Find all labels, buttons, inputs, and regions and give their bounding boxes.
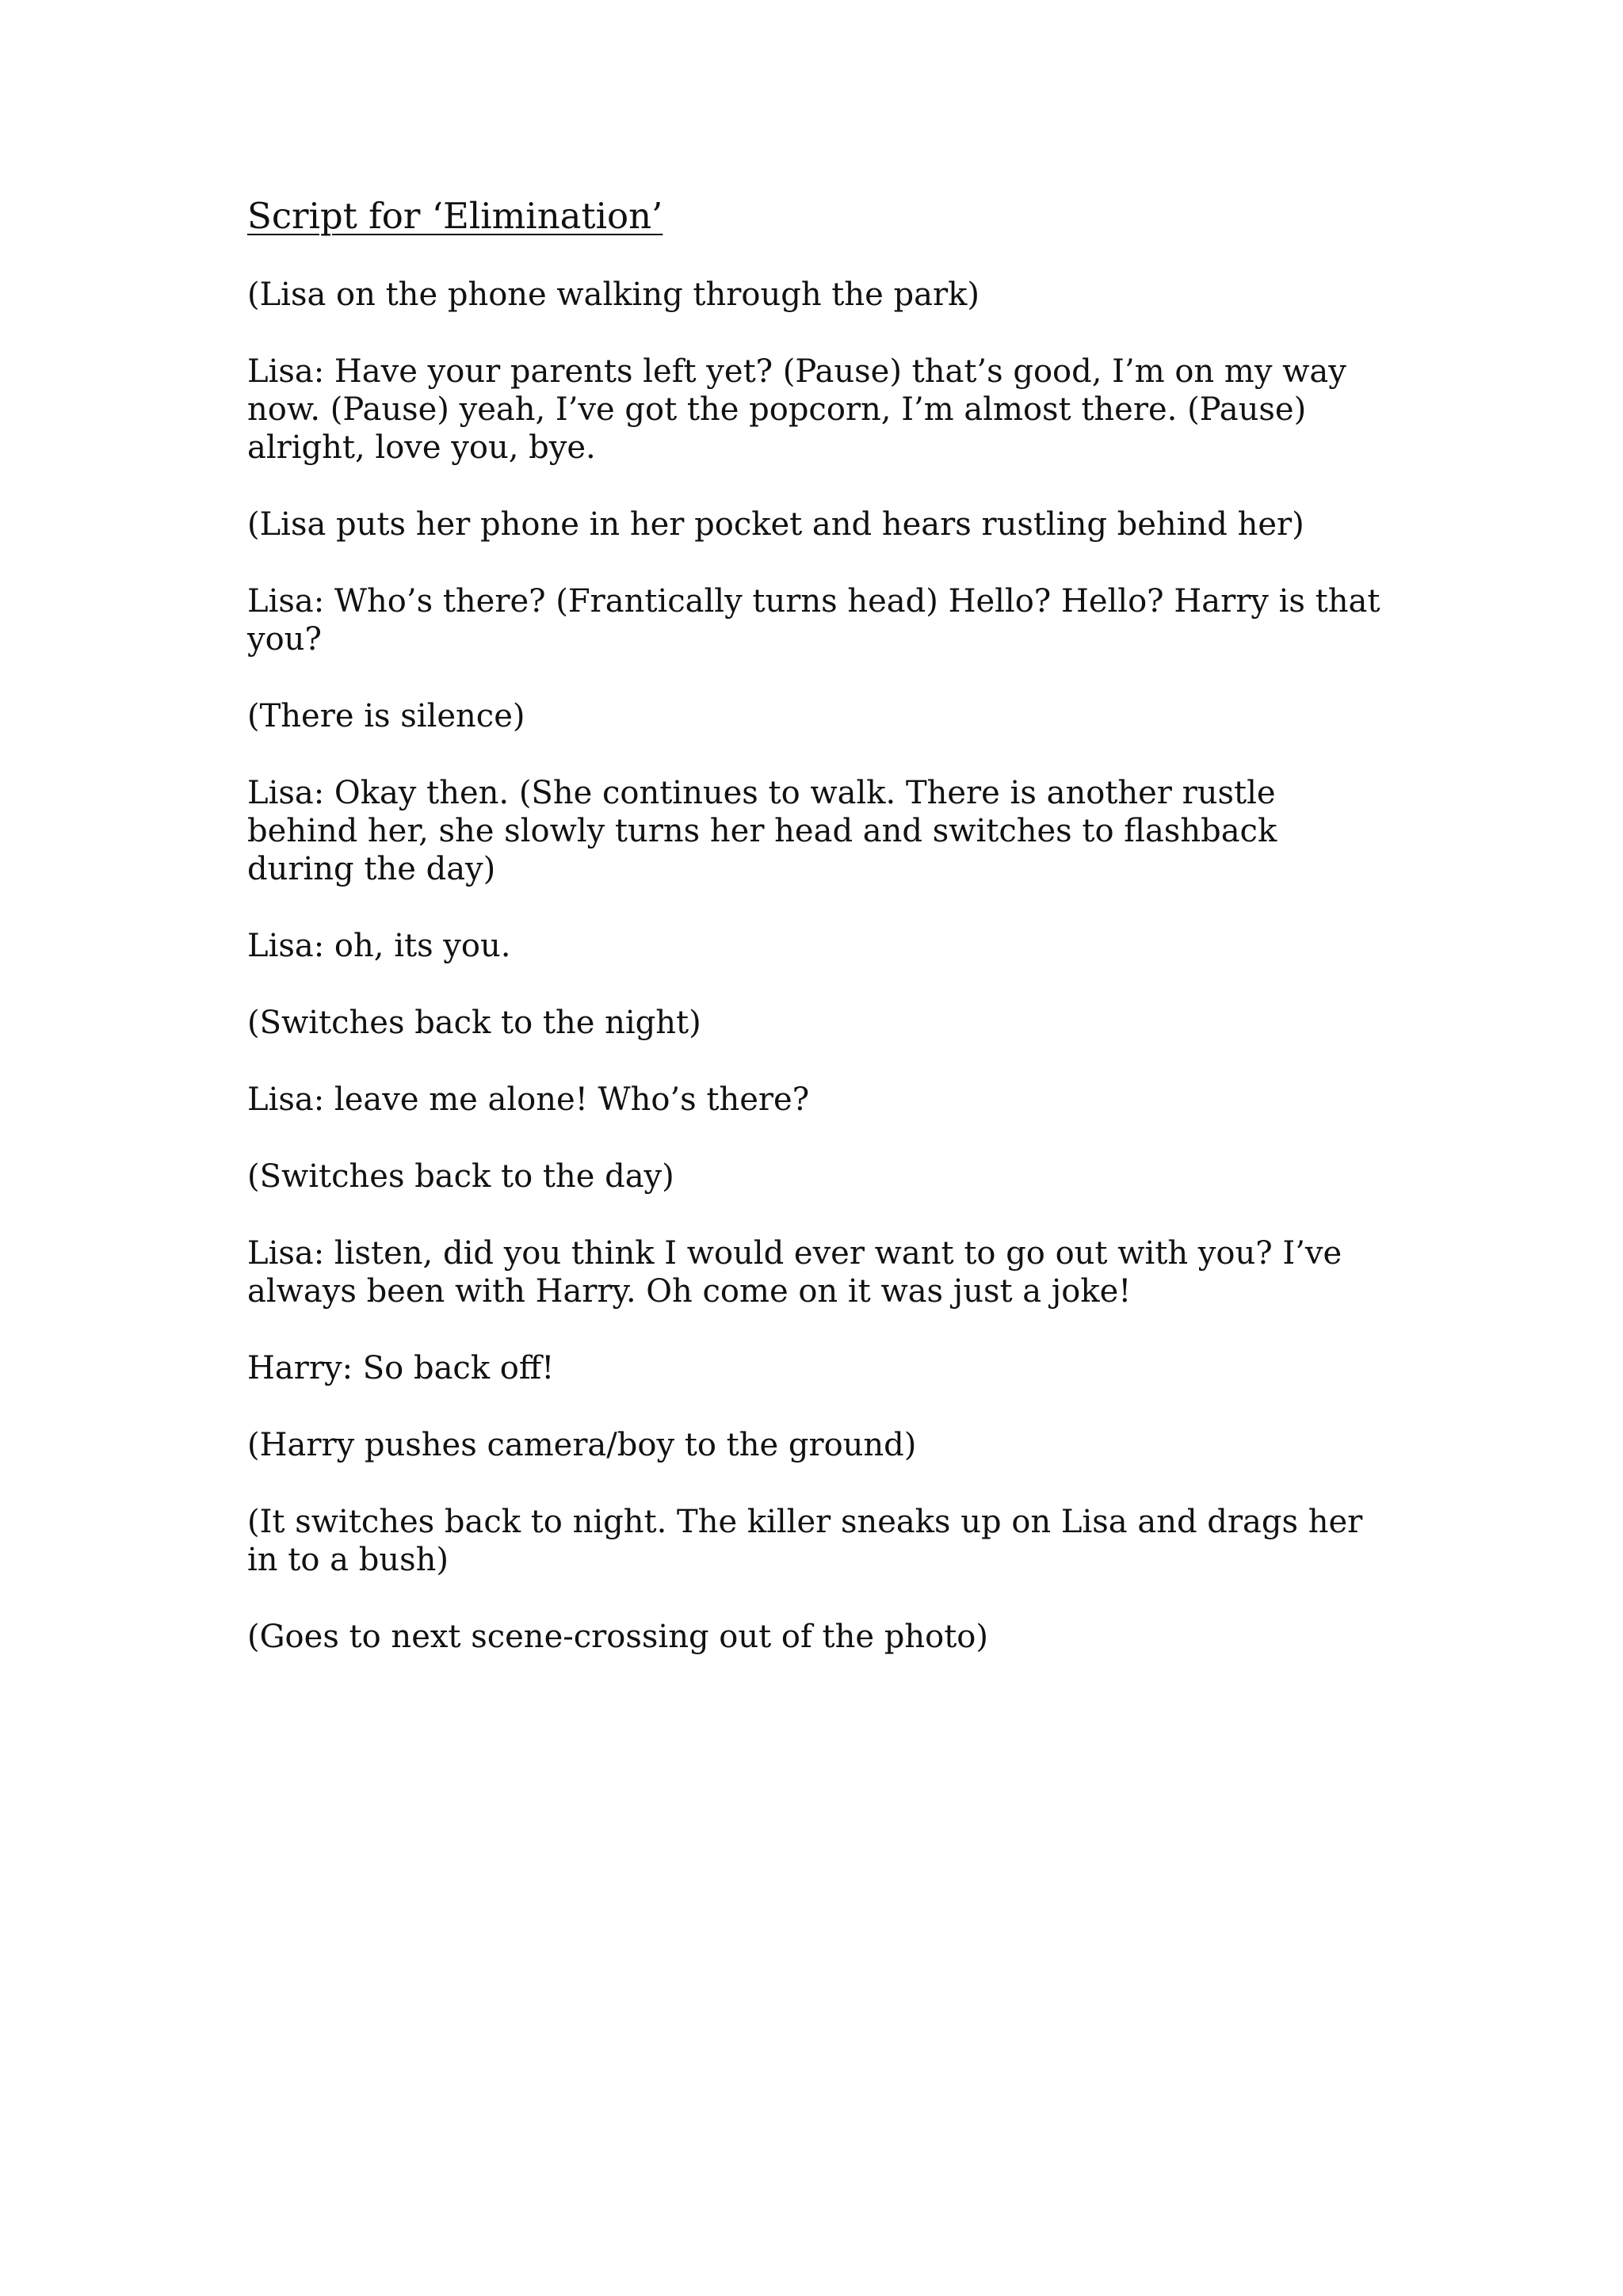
dialogue-line: Lisa: Who’s there? (Frantically turns head) Hello? Hello? Harry is that you? <box>247 583 1381 658</box>
dialogue-line: Lisa: Have your parents left yet? (Pause) that’s good, I’m on my way now. (Pause) yeah, I’ve got the popcorn, I’m almost there. (Pause) alright, love you, bye. <box>247 353 1346 466</box>
script-title: Script for ‘Elimination’ <box>247 195 663 237</box>
dialogue-line: Lisa: Okay then. (She continues to walk. There is another rustle behind her, she slowly turns her head and switches to flashback during the day) <box>247 775 1277 887</box>
stage-direction: (It switches back to night. The killer sneaks up on Lisa and drags her in to a bush) <box>247 1504 1363 1578</box>
stage-direction: (There is silence) <box>247 698 525 734</box>
stage-direction: (Lisa on the phone walking through the park) <box>247 277 980 313</box>
stage-direction: (Lisa puts her phone in her pocket and hears rustling behind her) <box>247 506 1304 543</box>
dialogue-line: Lisa: listen, did you think I would ever want to go out with you? I’ve always been with Harry. Oh come on it was just a joke! <box>247 1235 1342 1310</box>
dialogue-line: Lisa: leave me alone! Who’s there? <box>247 1081 810 1118</box>
stage-direction: (Harry pushes camera/boy to the ground) <box>247 1427 917 1463</box>
stage-direction: (Switches back to the day) <box>247 1158 674 1195</box>
stage-direction: (Goes to next scene-crossing out of the photo) <box>247 1619 988 1655</box>
script-content <box>247 194 1388 1695</box>
dialogue-line: Lisa: oh, its you. <box>247 928 511 964</box>
dialogue-line: Harry: So back off! <box>247 1350 555 1386</box>
stage-direction: (Switches back to the night) <box>247 1005 701 1041</box>
